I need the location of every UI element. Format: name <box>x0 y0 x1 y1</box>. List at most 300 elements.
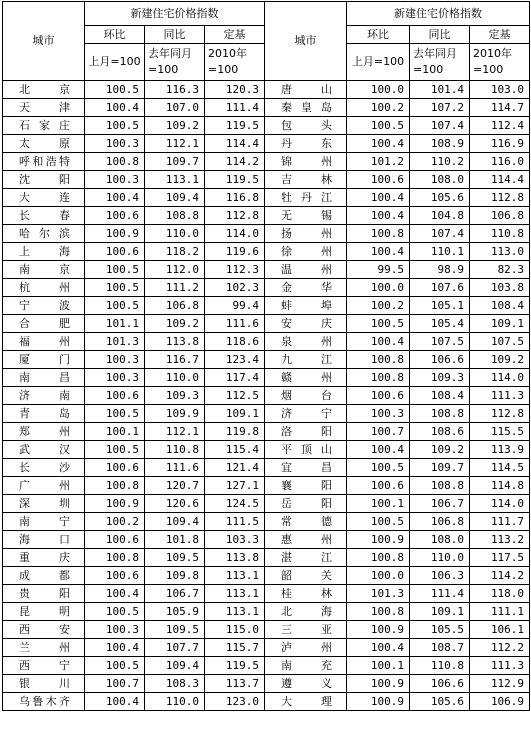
right-tb-cell: 108.0 <box>410 531 470 549</box>
left-hb-cell: 100.3 <box>85 171 145 189</box>
mom-sub-header-right: 上月=100 <box>347 44 410 81</box>
left-city-cell: 厦门 <box>3 351 85 369</box>
left-hb-cell: 100.6 <box>85 207 145 225</box>
yoy-sub-header-left: 去年同月=100 <box>145 44 205 81</box>
left-tb-cell: 120.7 <box>145 477 205 495</box>
right-hb-cell: 100.0 <box>347 81 410 99</box>
left-dj-cell: 123.4 <box>205 351 265 369</box>
right-tb-cell: 101.4 <box>410 81 470 99</box>
left-tb-cell: 109.5 <box>145 549 205 567</box>
left-tb-cell: 105.9 <box>145 603 205 621</box>
right-city-cell: 泸州 <box>265 639 347 657</box>
left-dj-cell: 127.1 <box>205 477 265 495</box>
right-dj-cell: 107.5 <box>470 333 530 351</box>
right-dj-cell: 112.8 <box>470 405 530 423</box>
left-city-cell: 贵阳 <box>3 585 85 603</box>
table-row <box>3 423 530 441</box>
right-city-cell: 烟台 <box>265 387 347 405</box>
left-dj-cell: 119.5 <box>205 171 265 189</box>
left-dj-cell: 113.7 <box>205 675 265 693</box>
table-row <box>3 513 530 531</box>
left-city-cell: 西宁 <box>3 657 85 675</box>
left-dj-cell: 112.3 <box>205 261 265 279</box>
left-city-cell: 广州 <box>3 477 85 495</box>
left-city-cell: 北京 <box>3 81 85 99</box>
table-row <box>3 135 530 153</box>
left-city-cell: 福州 <box>3 333 85 351</box>
right-dj-cell: 112.9 <box>470 675 530 693</box>
right-dj-cell: 108.4 <box>470 297 530 315</box>
right-dj-cell: 116.0 <box>470 153 530 171</box>
left-tb-cell: 110.0 <box>145 693 205 711</box>
left-hb-cell: 100.3 <box>85 135 145 153</box>
table-row <box>3 261 530 279</box>
left-dj-cell: 109.1 <box>205 405 265 423</box>
right-tb-cell: 107.4 <box>410 225 470 243</box>
right-dj-cell: 106.8 <box>470 207 530 225</box>
left-tb-cell: 120.6 <box>145 495 205 513</box>
right-city-cell: 包头 <box>265 117 347 135</box>
right-tb-cell: 106.6 <box>410 675 470 693</box>
left-hb-cell: 100.9 <box>85 225 145 243</box>
table-row <box>3 585 530 603</box>
base-sub-header-left: 2010年=100 <box>205 44 265 81</box>
left-hb-cell: 100.6 <box>85 459 145 477</box>
left-hb-cell: 101.1 <box>85 315 145 333</box>
left-hb-cell: 100.3 <box>85 351 145 369</box>
right-hb-cell: 100.8 <box>347 369 410 387</box>
left-dj-cell: 118.6 <box>205 333 265 351</box>
right-hb-cell: 100.8 <box>347 351 410 369</box>
table-row <box>3 405 530 423</box>
left-tb-cell: 112.1 <box>145 135 205 153</box>
left-tb-cell: 106.8 <box>145 297 205 315</box>
right-city-cell: 南充 <box>265 657 347 675</box>
right-tb-cell: 106.7 <box>410 495 470 513</box>
left-city-cell: 呼和浩特 <box>3 153 85 171</box>
left-dj-cell: 117.4 <box>205 369 265 387</box>
table-row <box>3 207 530 225</box>
left-dj-cell: 115.7 <box>205 639 265 657</box>
right-tb-cell: 108.8 <box>410 405 470 423</box>
left-tb-cell: 111.2 <box>145 279 205 297</box>
right-hb-cell: 100.4 <box>347 333 410 351</box>
right-tb-cell: 110.0 <box>410 549 470 567</box>
right-tb-cell: 109.7 <box>410 459 470 477</box>
left-city-cell: 长沙 <box>3 459 85 477</box>
right-city-cell: 唐山 <box>265 81 347 99</box>
right-hb-cell: 100.4 <box>347 207 410 225</box>
left-tb-cell: 107.0 <box>145 99 205 117</box>
right-hb-cell: 100.8 <box>347 225 410 243</box>
right-city-cell: 蚌埠 <box>265 297 347 315</box>
left-dj-cell: 114.0 <box>205 225 265 243</box>
left-hb-cell: 100.4 <box>85 585 145 603</box>
yoy-sub-header-right: 去年同月=100 <box>410 44 470 81</box>
left-city-cell: 南昌 <box>3 369 85 387</box>
right-tb-cell: 105.1 <box>410 297 470 315</box>
left-dj-cell: 113.1 <box>205 585 265 603</box>
left-tb-cell: 107.7 <box>145 639 205 657</box>
left-dj-cell: 99.4 <box>205 297 265 315</box>
right-hb-cell: 100.4 <box>347 135 410 153</box>
right-dj-cell: 112.4 <box>470 117 530 135</box>
right-hb-cell: 100.6 <box>347 171 410 189</box>
table-row <box>3 81 530 99</box>
left-tb-cell: 108.8 <box>145 207 205 225</box>
right-tb-cell: 110.2 <box>410 153 470 171</box>
left-hb-cell: 100.8 <box>85 477 145 495</box>
left-dj-cell: 119.6 <box>205 243 265 261</box>
left-city-cell: 深圳 <box>3 495 85 513</box>
left-tb-cell: 109.5 <box>145 621 205 639</box>
table-row <box>3 657 530 675</box>
left-dj-cell: 111.5 <box>205 513 265 531</box>
left-city-cell: 哈尔滨 <box>3 225 85 243</box>
index-group-header-right: 新建住宅价格指数 <box>347 2 530 26</box>
left-dj-cell: 120.3 <box>205 81 265 99</box>
left-city-cell: 大连 <box>3 189 85 207</box>
right-tb-cell: 108.7 <box>410 639 470 657</box>
right-hb-cell: 100.5 <box>347 459 410 477</box>
left-tb-cell: 113.1 <box>145 171 205 189</box>
base-sub-header-right: 2010年=100 <box>470 44 530 81</box>
table-row <box>3 297 530 315</box>
base-header-left: 定基 <box>205 26 265 44</box>
right-dj-cell: 82.3 <box>470 261 530 279</box>
right-tb-cell: 108.6 <box>410 423 470 441</box>
table-header <box>3 2 530 81</box>
left-city-cell: 上海 <box>3 243 85 261</box>
right-hb-cell: 100.7 <box>347 423 410 441</box>
table-row <box>3 369 530 387</box>
right-hb-cell: 100.8 <box>347 549 410 567</box>
left-hb-cell: 100.8 <box>85 153 145 171</box>
left-dj-cell: 115.4 <box>205 441 265 459</box>
right-tb-cell: 108.4 <box>410 387 470 405</box>
table-row <box>3 99 530 117</box>
right-tb-cell: 105.4 <box>410 315 470 333</box>
left-tb-cell: 112.1 <box>145 423 205 441</box>
index-group-header-left: 新建住宅价格指数 <box>85 2 265 26</box>
right-tb-cell: 108.0 <box>410 171 470 189</box>
right-dj-cell: 103.8 <box>470 279 530 297</box>
right-dj-cell: 106.1 <box>470 621 530 639</box>
right-dj-cell: 118.0 <box>470 585 530 603</box>
right-city-cell: 丹东 <box>265 135 347 153</box>
left-dj-cell: 112.8 <box>205 207 265 225</box>
right-city-cell: 温州 <box>265 261 347 279</box>
right-tb-cell: 110.8 <box>410 657 470 675</box>
right-hb-cell: 100.2 <box>347 297 410 315</box>
left-tb-cell: 116.7 <box>145 351 205 369</box>
left-city-cell: 乌鲁木齐 <box>3 693 85 711</box>
left-city-cell: 宁波 <box>3 297 85 315</box>
right-dj-cell: 112.2 <box>470 639 530 657</box>
left-tb-cell: 109.2 <box>145 315 205 333</box>
right-dj-cell: 114.0 <box>470 495 530 513</box>
right-tb-cell: 105.6 <box>410 189 470 207</box>
city-header-right: 城市 <box>265 2 347 81</box>
left-tb-cell: 110.0 <box>145 225 205 243</box>
right-tb-cell: 106.6 <box>410 351 470 369</box>
left-city-cell: 长春 <box>3 207 85 225</box>
left-hb-cell: 100.5 <box>85 117 145 135</box>
right-tb-cell: 106.8 <box>410 513 470 531</box>
left-hb-cell: 100.5 <box>85 603 145 621</box>
left-dj-cell: 121.4 <box>205 459 265 477</box>
left-city-cell: 天津 <box>3 99 85 117</box>
left-tb-cell: 109.8 <box>145 567 205 585</box>
left-city-cell: 沈阳 <box>3 171 85 189</box>
left-hb-cell: 100.6 <box>85 243 145 261</box>
left-tb-cell: 110.0 <box>145 369 205 387</box>
base-header-right: 定基 <box>470 26 530 44</box>
left-tb-cell: 111.6 <box>145 459 205 477</box>
right-city-cell: 锦州 <box>265 153 347 171</box>
left-hb-cell: 100.2 <box>85 513 145 531</box>
left-hb-cell: 100.9 <box>85 495 145 513</box>
table-row <box>3 225 530 243</box>
left-tb-cell: 109.2 <box>145 117 205 135</box>
right-hb-cell: 100.2 <box>347 99 410 117</box>
left-hb-cell: 100.3 <box>85 621 145 639</box>
left-tb-cell: 109.7 <box>145 153 205 171</box>
right-tb-cell: 108.9 <box>410 135 470 153</box>
right-tb-cell: 105.5 <box>410 621 470 639</box>
right-dj-cell: 110.8 <box>470 225 530 243</box>
right-hb-cell: 101.3 <box>347 585 410 603</box>
left-city-cell: 青岛 <box>3 405 85 423</box>
left-dj-cell: 124.5 <box>205 495 265 513</box>
right-city-cell: 洛阳 <box>265 423 347 441</box>
right-city-cell: 湛江 <box>265 549 347 567</box>
table-row <box>3 189 530 207</box>
left-hb-cell: 100.5 <box>85 297 145 315</box>
table-body <box>3 81 530 711</box>
right-hb-cell: 100.4 <box>347 441 410 459</box>
right-hb-cell: 100.3 <box>347 405 410 423</box>
left-dj-cell: 123.0 <box>205 693 265 711</box>
table-row <box>3 639 530 657</box>
right-dj-cell: 111.3 <box>470 387 530 405</box>
left-dj-cell: 119.5 <box>205 657 265 675</box>
left-hb-cell: 100.5 <box>85 261 145 279</box>
right-dj-cell: 112.8 <box>470 189 530 207</box>
right-city-cell: 牡丹江 <box>265 189 347 207</box>
left-dj-cell: 116.8 <box>205 189 265 207</box>
right-city-cell: 平顶山 <box>265 441 347 459</box>
table-row <box>3 531 530 549</box>
right-city-cell: 宜昌 <box>265 459 347 477</box>
right-hb-cell: 99.5 <box>347 261 410 279</box>
table-row <box>3 243 530 261</box>
table-row <box>3 477 530 495</box>
table-row <box>3 693 530 711</box>
left-tb-cell: 109.4 <box>145 189 205 207</box>
table-row <box>3 603 530 621</box>
right-dj-cell: 114.8 <box>470 477 530 495</box>
right-city-cell: 三亚 <box>265 621 347 639</box>
right-city-cell: 常德 <box>265 513 347 531</box>
left-city-cell: 郑州 <box>3 423 85 441</box>
right-tb-cell: 98.9 <box>410 261 470 279</box>
right-tb-cell: 109.2 <box>410 441 470 459</box>
yoy-header-left: 同比 <box>145 26 205 44</box>
right-city-cell: 扬州 <box>265 225 347 243</box>
left-hb-cell: 100.8 <box>85 549 145 567</box>
right-hb-cell: 100.4 <box>347 243 410 261</box>
left-hb-cell: 100.4 <box>85 693 145 711</box>
left-city-cell: 南宁 <box>3 513 85 531</box>
table-row <box>3 153 530 171</box>
right-dj-cell: 111.1 <box>470 603 530 621</box>
right-city-cell: 韶关 <box>265 567 347 585</box>
left-tb-cell: 116.3 <box>145 81 205 99</box>
left-dj-cell: 111.4 <box>205 99 265 117</box>
right-dj-cell: 103.0 <box>470 81 530 99</box>
left-city-cell: 南京 <box>3 261 85 279</box>
right-dj-cell: 117.5 <box>470 549 530 567</box>
right-hb-cell: 100.9 <box>347 621 410 639</box>
right-hb-cell: 100.4 <box>347 189 410 207</box>
right-city-cell: 桂林 <box>265 585 347 603</box>
left-city-cell: 重庆 <box>3 549 85 567</box>
left-city-cell: 石家庄 <box>3 117 85 135</box>
right-dj-cell: 113.2 <box>470 531 530 549</box>
right-city-cell: 金华 <box>265 279 347 297</box>
left-dj-cell: 119.8 <box>205 423 265 441</box>
right-city-cell: 无锡 <box>265 207 347 225</box>
left-hb-cell: 100.4 <box>85 639 145 657</box>
right-dj-cell: 113.0 <box>470 243 530 261</box>
right-tb-cell: 107.5 <box>410 333 470 351</box>
table-row <box>3 333 530 351</box>
right-city-cell: 襄阳 <box>265 477 347 495</box>
right-tb-cell: 109.3 <box>410 369 470 387</box>
left-dj-cell: 114.2 <box>205 153 265 171</box>
right-city-cell: 北海 <box>265 603 347 621</box>
left-dj-cell: 112.5 <box>205 387 265 405</box>
right-dj-cell: 114.7 <box>470 99 530 117</box>
left-tb-cell: 109.4 <box>145 657 205 675</box>
city-header-left: 城市 <box>3 2 85 81</box>
left-dj-cell: 111.6 <box>205 315 265 333</box>
mom-header-right: 环比 <box>347 26 410 44</box>
left-hb-cell: 100.4 <box>85 99 145 117</box>
right-tb-cell: 107.4 <box>410 117 470 135</box>
table-row <box>3 459 530 477</box>
left-city-cell: 合肥 <box>3 315 85 333</box>
right-hb-cell: 100.1 <box>347 495 410 513</box>
right-dj-cell: 114.4 <box>470 171 530 189</box>
left-hb-cell: 101.3 <box>85 333 145 351</box>
left-city-cell: 西安 <box>3 621 85 639</box>
left-hb-cell: 100.5 <box>85 441 145 459</box>
left-tb-cell: 110.8 <box>145 441 205 459</box>
right-tb-cell: 106.3 <box>410 567 470 585</box>
left-hb-cell: 100.3 <box>85 369 145 387</box>
left-dj-cell: 102.3 <box>205 279 265 297</box>
right-hb-cell: 100.6 <box>347 477 410 495</box>
left-hb-cell: 100.4 <box>85 189 145 207</box>
right-dj-cell: 115.5 <box>470 423 530 441</box>
mom-header-left: 环比 <box>85 26 145 44</box>
left-hb-cell: 100.6 <box>85 567 145 585</box>
table-row <box>3 279 530 297</box>
right-city-cell: 惠州 <box>265 531 347 549</box>
left-tb-cell: 109.3 <box>145 387 205 405</box>
right-dj-cell: 111.3 <box>470 657 530 675</box>
table-row <box>3 441 530 459</box>
left-city-cell: 济南 <box>3 387 85 405</box>
left-hb-cell: 100.5 <box>85 279 145 297</box>
right-dj-cell: 116.9 <box>470 135 530 153</box>
left-dj-cell: 115.0 <box>205 621 265 639</box>
right-city-cell: 济宁 <box>265 405 347 423</box>
right-city-cell: 秦皇岛 <box>265 99 347 117</box>
right-tb-cell: 109.1 <box>410 603 470 621</box>
right-dj-cell: 109.1 <box>470 315 530 333</box>
left-city-cell: 太原 <box>3 135 85 153</box>
left-tb-cell: 113.8 <box>145 333 205 351</box>
right-tb-cell: 104.8 <box>410 207 470 225</box>
table-row <box>3 351 530 369</box>
left-dj-cell: 113.1 <box>205 603 265 621</box>
right-hb-cell: 100.6 <box>347 387 410 405</box>
left-hb-cell: 100.6 <box>85 387 145 405</box>
left-city-cell: 兰州 <box>3 639 85 657</box>
left-dj-cell: 113.8 <box>205 549 265 567</box>
left-dj-cell: 113.1 <box>205 567 265 585</box>
left-tb-cell: 106.7 <box>145 585 205 603</box>
right-dj-cell: 106.9 <box>470 693 530 711</box>
table-row <box>3 621 530 639</box>
right-hb-cell: 100.5 <box>347 513 410 531</box>
left-tb-cell: 101.8 <box>145 531 205 549</box>
right-hb-cell: 101.2 <box>347 153 410 171</box>
table-row <box>3 171 530 189</box>
left-tb-cell: 112.0 <box>145 261 205 279</box>
left-city-cell: 银川 <box>3 675 85 693</box>
right-dj-cell: 111.7 <box>470 513 530 531</box>
right-dj-cell: 113.9 <box>470 441 530 459</box>
right-dj-cell: 114.0 <box>470 369 530 387</box>
right-tb-cell: 110.1 <box>410 243 470 261</box>
right-hb-cell: 100.9 <box>347 693 410 711</box>
left-tb-cell: 108.3 <box>145 675 205 693</box>
right-city-cell: 九江 <box>265 351 347 369</box>
table-row <box>3 675 530 693</box>
right-hb-cell: 100.0 <box>347 279 410 297</box>
right-hb-cell: 100.5 <box>347 315 410 333</box>
right-city-cell: 岳阳 <box>265 495 347 513</box>
mom-sub-header-left: 上月=100 <box>85 44 145 81</box>
left-city-cell: 成都 <box>3 567 85 585</box>
left-dj-cell: 114.4 <box>205 135 265 153</box>
right-hb-cell: 100.9 <box>347 531 410 549</box>
right-hb-cell: 100.0 <box>347 567 410 585</box>
left-tb-cell: 109.4 <box>145 513 205 531</box>
table-row <box>3 117 530 135</box>
right-city-cell: 遵义 <box>265 675 347 693</box>
right-tb-cell: 111.4 <box>410 585 470 603</box>
left-hb-cell: 100.1 <box>85 423 145 441</box>
right-city-cell: 吉林 <box>265 171 347 189</box>
right-dj-cell: 109.2 <box>470 351 530 369</box>
left-hb-cell: 100.6 <box>85 531 145 549</box>
right-dj-cell: 114.2 <box>470 567 530 585</box>
